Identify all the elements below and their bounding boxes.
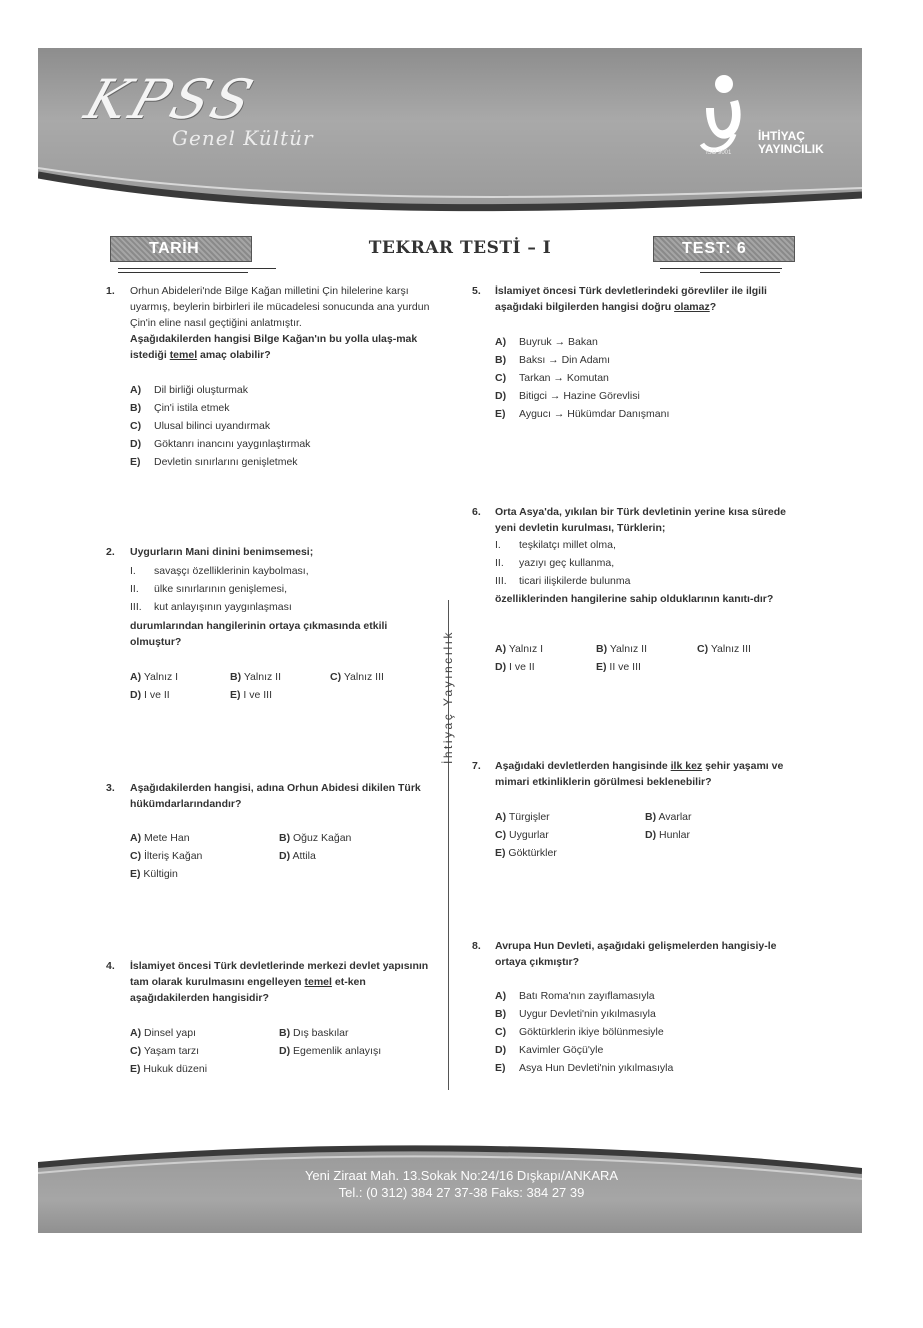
q1-stem-question: [130, 331, 430, 363]
q8-option-c[interactable]: [495, 1023, 673, 1041]
q7-stem-post: şehir yaşamı ve mimari etkinliklerin görülmesi beklenebilir?: [495, 760, 784, 788]
q1-option-e-key: E): [130, 456, 141, 468]
q4-option-c-key: C): [130, 1045, 142, 1057]
q1-option-c-key: C): [130, 420, 142, 432]
q7-option-b-key: B): [645, 811, 657, 823]
q5-option-c-text: Tarkan → Komutan: [519, 372, 609, 384]
q6-option-e-text: II ve III: [609, 661, 641, 673]
q3-option-a-key: A): [130, 832, 142, 844]
q5-stem: [495, 283, 800, 315]
q2-option-a-key: A): [130, 671, 142, 683]
q8-option-e[interactable]: [495, 1059, 673, 1077]
q7-option-a-key: A): [495, 811, 507, 823]
q5-option-b-text: Baksı → Din Adamı: [519, 354, 611, 366]
q6-item-3: [495, 572, 630, 590]
q5-option-a[interactable]: [495, 333, 669, 351]
q5-option-b[interactable]: [495, 351, 669, 369]
q2-option-b[interactable]: [230, 671, 281, 683]
q8-option-d-key: D): [495, 1044, 507, 1056]
q3-option-b-text: Oğuz Kağan: [293, 832, 352, 844]
q2-item-3-key: III.: [130, 601, 142, 613]
q6-option-b-key: B): [596, 643, 608, 655]
q5-option-a-text: Buyruk → Bakan: [519, 336, 598, 348]
q2-item-3: [130, 598, 309, 616]
test-number: TEST: 6: [682, 240, 747, 257]
q7-option-b-text: Avarlar: [658, 811, 692, 823]
q6-option-c[interactable]: [697, 643, 751, 655]
q8-option-d[interactable]: [495, 1041, 673, 1059]
q2-option-e-key: E): [230, 689, 241, 701]
q4-option-c-text: Yaşam tarzı: [143, 1045, 200, 1057]
subject-label: TARİH: [149, 240, 200, 257]
q2-item-1: [130, 562, 309, 580]
q7-option-e-text: Göktürkler: [508, 847, 557, 859]
q3-option-d-key: D): [279, 850, 291, 862]
q8-option-b-text: Uygur Devleti'nin yıkılmasıyla: [519, 1008, 656, 1020]
q4-option-e[interactable]: [130, 1063, 207, 1075]
q3-option-a-text: Mete Han: [144, 832, 190, 844]
q8-option-a[interactable]: [495, 987, 673, 1005]
q6-option-b[interactable]: [596, 643, 647, 655]
q7-option-d-key: D): [645, 829, 657, 841]
q5-option-c-key: C): [495, 372, 507, 384]
q5-option-e-key: E): [495, 408, 506, 420]
watermark-vertical: [438, 610, 458, 790]
q2-item-2: [130, 580, 309, 598]
q4-option-c[interactable]: [130, 1045, 199, 1057]
q4-option-a-text: Dinsel yapı: [144, 1027, 196, 1039]
q2-item-2-text: ülke sınırlarının genişlemesi,: [154, 583, 288, 595]
q6-item-2-text: yazıyı geç kullanma,: [519, 557, 615, 569]
q4-option-a[interactable]: [130, 1027, 196, 1039]
q2-option-d-key: D): [130, 689, 142, 701]
test-underline: [660, 268, 782, 269]
q6-option-a-key: A): [495, 643, 507, 655]
publisher-name-line2: YAYINCILIK: [758, 142, 824, 156]
q1-option-b[interactable]: [130, 399, 310, 417]
q2-item-2-key: II.: [130, 583, 139, 595]
header-swoosh: [38, 150, 862, 230]
q7-option-e[interactable]: [495, 847, 557, 859]
q1-number: 1.: [106, 285, 115, 297]
q4-option-e-text: Hukuk düzeni: [143, 1063, 208, 1075]
q6-option-c-text: Yalnız III: [710, 643, 751, 655]
q1-stem-q-underline: temel: [169, 349, 198, 361]
q5-options: [495, 333, 669, 423]
q3-option-c-text: İlteriş Kağan: [144, 850, 203, 862]
q2-option-b-key: B): [230, 671, 242, 683]
q8-number: 8.: [472, 940, 481, 952]
q6-item-3-key: III.: [495, 575, 507, 587]
q2-items: [130, 562, 309, 616]
q6-option-d[interactable]: [495, 661, 535, 673]
q5-stem-underline: olamaz: [674, 301, 710, 313]
q6-option-d-text: I ve II: [509, 661, 535, 673]
q7-stem-underline: ilk kez: [670, 760, 703, 772]
q4-stem-underline: temel: [304, 976, 332, 988]
q4-option-b-key: B): [279, 1027, 291, 1039]
q8-option-c-key: C): [495, 1026, 507, 1038]
q7-option-c-text: Uygurlar: [509, 829, 549, 841]
q8-option-d-text: Kavimler Göçü'yle: [519, 1044, 604, 1056]
watermark-text: İhtiyaç Yayıncılık: [441, 630, 455, 764]
q3-option-d[interactable]: [279, 850, 316, 862]
subject-underline-2: [118, 272, 248, 273]
q3-option-d-text: Attila: [292, 850, 316, 862]
kpss-logo: KPSS: [77, 68, 264, 131]
q1-option-d-key: D): [130, 438, 142, 450]
q6-option-a-text: Yalnız I: [508, 643, 544, 655]
publisher-name-line1: İHTİYAÇ: [758, 129, 805, 143]
q5-option-e-text: Aygucı → Hükümdar Danışmanı: [519, 408, 670, 420]
q7-option-c[interactable]: [495, 829, 549, 841]
q1-option-d[interactable]: [130, 435, 310, 453]
q8-stem: Avrupa Hun Devleti, aşağıdaki gelişmelerden hangisiy-le ortaya çıkmıştır?: [495, 940, 777, 968]
q1-stem-text: Orhun Abideleri'nde Bilge Kağan milletini Çin hilelerine karşı uyarmış, beylerin birbirleri ile mücadelesi sonucunda ana yurdun Çin'in eline nasıl geçtiğini anlatmıştır.: [130, 285, 430, 329]
q1-option-a-text: Dil birliği oluşturmak: [154, 384, 248, 396]
q3-option-e[interactable]: [130, 868, 178, 880]
q2-option-d[interactable]: [130, 689, 170, 701]
q3-option-c-key: C): [130, 850, 142, 862]
q1-option-b-key: B): [130, 402, 142, 414]
q8-option-e-text: Asya Hun Devleti'nin yıkılmasıyla: [519, 1062, 674, 1074]
q7-option-d-text: Hunlar: [659, 829, 690, 841]
q8-options: [495, 987, 673, 1077]
footer-phone: Tel.: (0 312) 384 27 37-38 Faks: 384 27 39: [338, 1185, 585, 1200]
test-title: TEKRAR TESTİ – I: [368, 238, 552, 258]
q2-number: 2.: [106, 546, 115, 558]
q6-number: 6.: [472, 506, 481, 518]
q5-option-c[interactable]: [495, 369, 669, 387]
q4-option-b[interactable]: [279, 1027, 348, 1039]
q1-option-c-text: Ulusal bilinci uyandırmak: [154, 420, 271, 432]
q6-item-2: [495, 554, 630, 572]
q6-option-e[interactable]: [596, 661, 641, 673]
q7-number: 7.: [472, 760, 481, 772]
q3-option-a[interactable]: [130, 832, 190, 844]
q8-option-a-text: Batı Roma'nın zayıflamasıyla: [519, 990, 655, 1002]
q6-option-d-key: D): [495, 661, 507, 673]
q4-stem-pre: İslamiyet öncesi Türk devletlerinde merkezi devlet yapısının tam olarak kurulmasını engelleyen: [130, 960, 429, 988]
q6-item-1-text: teşkilatçı millet olma,: [519, 539, 616, 551]
iso-badge: ISO 9001: [706, 150, 732, 156]
q7-stem: [495, 758, 800, 790]
test-number-box: [653, 236, 795, 262]
q1-option-d-text: Göktanrı inancını yaygınlaştırmak: [154, 438, 311, 450]
subject-label-box: [110, 236, 252, 262]
q4-option-b-text: Dış baskılar: [293, 1027, 349, 1039]
q2-option-a-text: Yalnız I: [143, 671, 179, 683]
q5-option-d-key: D): [495, 390, 507, 402]
q5-option-d[interactable]: [495, 387, 669, 405]
q2-stem: Uygurların Mani dinini benimsemesi;: [130, 546, 314, 558]
q2-stem-question: durumlarından hangilerinin ortaya çıkmasında etkili olmuştur?: [130, 620, 388, 648]
test-underline-2: [700, 272, 780, 273]
q7-option-e-key: E): [495, 847, 506, 859]
q4-option-a-key: A): [130, 1027, 142, 1039]
q2-option-a[interactable]: [130, 671, 178, 683]
q3-option-e-key: E): [130, 868, 141, 880]
q2-option-e-text: I ve III: [243, 689, 273, 701]
q4-option-d[interactable]: [279, 1045, 381, 1057]
q1-option-e-text: Devletin sınırlarını genişletmek: [154, 456, 298, 468]
q8-option-e-key: E): [495, 1062, 506, 1074]
q8-option-b-key: B): [495, 1008, 507, 1020]
q3-option-b-key: B): [279, 832, 291, 844]
q3-option-c[interactable]: [130, 850, 202, 862]
q2-option-c[interactable]: [330, 671, 384, 683]
q2-option-e[interactable]: [230, 689, 272, 701]
q4-option-e-key: E): [130, 1063, 141, 1075]
q6-item-1-key: I.: [495, 539, 501, 551]
q7-option-a-text: Türgişler: [508, 811, 550, 823]
q6-item-2-key: II.: [495, 557, 504, 569]
q2-option-d-text: I ve II: [144, 689, 170, 701]
q3-stem: Aşağıdakilerden hangisi, adına Orhun Abidesi dikilen Türk hükümdarlarındandır?: [130, 782, 421, 810]
q1-stem-q-post: amaç olabilir?: [200, 349, 271, 361]
q5-option-a-key: A): [495, 336, 507, 348]
q7-option-a[interactable]: [495, 811, 550, 823]
genel-kultur-subtitle: Genel Kültür: [172, 126, 314, 150]
q1-options: [130, 381, 310, 471]
q2-option-c-text: Yalnız III: [343, 671, 384, 683]
q8-option-b[interactable]: [495, 1005, 673, 1023]
q5-option-d-text: Bitigci → Hazine Görevlisi: [519, 390, 640, 402]
q5-stem-pre: İslamiyet öncesi Türk devletlerindeki görevliler ile ilgili aşağıdaki bilgilerden hangisi doğru: [495, 285, 767, 313]
q2-item-3-text: kut anlayışının yaygınlaşması: [154, 601, 292, 613]
q6-stem: Orta Asya'da, yıkılan bir Türk devletinin yerine kısa sürede yeni devletin kurulması, Türklerin;: [495, 506, 786, 534]
q1-option-c[interactable]: [130, 417, 310, 435]
q2-option-c-key: C): [330, 671, 342, 683]
q6-option-e-key: E): [596, 661, 607, 673]
subject-underline: [118, 268, 276, 269]
q6-item-3-text: ticari ilişkilerde bulunma: [519, 575, 631, 587]
q1-stem: [130, 283, 430, 363]
q1-option-a[interactable]: [130, 381, 310, 399]
q1-stem-q-pre: Aşağıdakilerden hangisi Bilge Kağan'ın bu yolla ulaş-mak istediği: [130, 333, 418, 361]
q5-option-e[interactable]: [495, 405, 669, 423]
publisher-logo-icon: [698, 74, 750, 160]
q7-option-c-key: C): [495, 829, 507, 841]
q4-stem-post: et-ken aşağıdakilerden hangisidir?: [130, 976, 366, 1004]
q8-option-c-text: Göktürklerin ikiye bölünmesiyle: [519, 1026, 664, 1038]
q6-items: [495, 536, 630, 590]
q1-option-b-text: Çin'i istila etmek: [154, 402, 230, 414]
q3-number: 3.: [106, 782, 115, 794]
q6-option-a[interactable]: [495, 643, 543, 655]
q2-option-b-text: Yalnız II: [243, 671, 281, 683]
q3-option-e-text: Kültigin: [143, 868, 178, 880]
q6-stem-question: özelliklerinden hangilerine sahip olduklarının kanıtı-dır?: [495, 593, 774, 605]
q6-item-1: [495, 536, 630, 554]
q6-option-c-key: C): [697, 643, 709, 655]
q1-option-a-key: A): [130, 384, 142, 396]
q7-stem-pre: Aşağıdaki devletlerden hangisinde: [495, 760, 668, 772]
q2-item-1-text: savaşçı özelliklerinin kaybolması,: [154, 565, 309, 577]
q2-item-1-key: I.: [130, 565, 136, 577]
q1-option-e[interactable]: [130, 453, 310, 471]
q7-option-b[interactable]: [645, 811, 692, 823]
q3-option-b[interactable]: [279, 832, 351, 844]
q5-number: 5.: [472, 285, 481, 297]
q4-number: 4.: [106, 960, 115, 972]
q5-stem-post: ?: [709, 301, 717, 313]
q6-option-b-text: Yalnız II: [609, 643, 647, 655]
publisher-name: [758, 130, 824, 156]
footer-address: Yeni Ziraat Mah. 13.Sokak No:24/16 Dışkapı/ANKARA: [304, 1168, 619, 1183]
q4-stem: [130, 958, 430, 1006]
q5-option-b-key: B): [495, 354, 507, 366]
q4-option-d-key: D): [279, 1045, 291, 1057]
q7-option-d[interactable]: [645, 829, 690, 841]
q8-option-a-key: A): [495, 990, 507, 1002]
q4-option-d-text: Egemenlik anlayışı: [293, 1045, 382, 1057]
